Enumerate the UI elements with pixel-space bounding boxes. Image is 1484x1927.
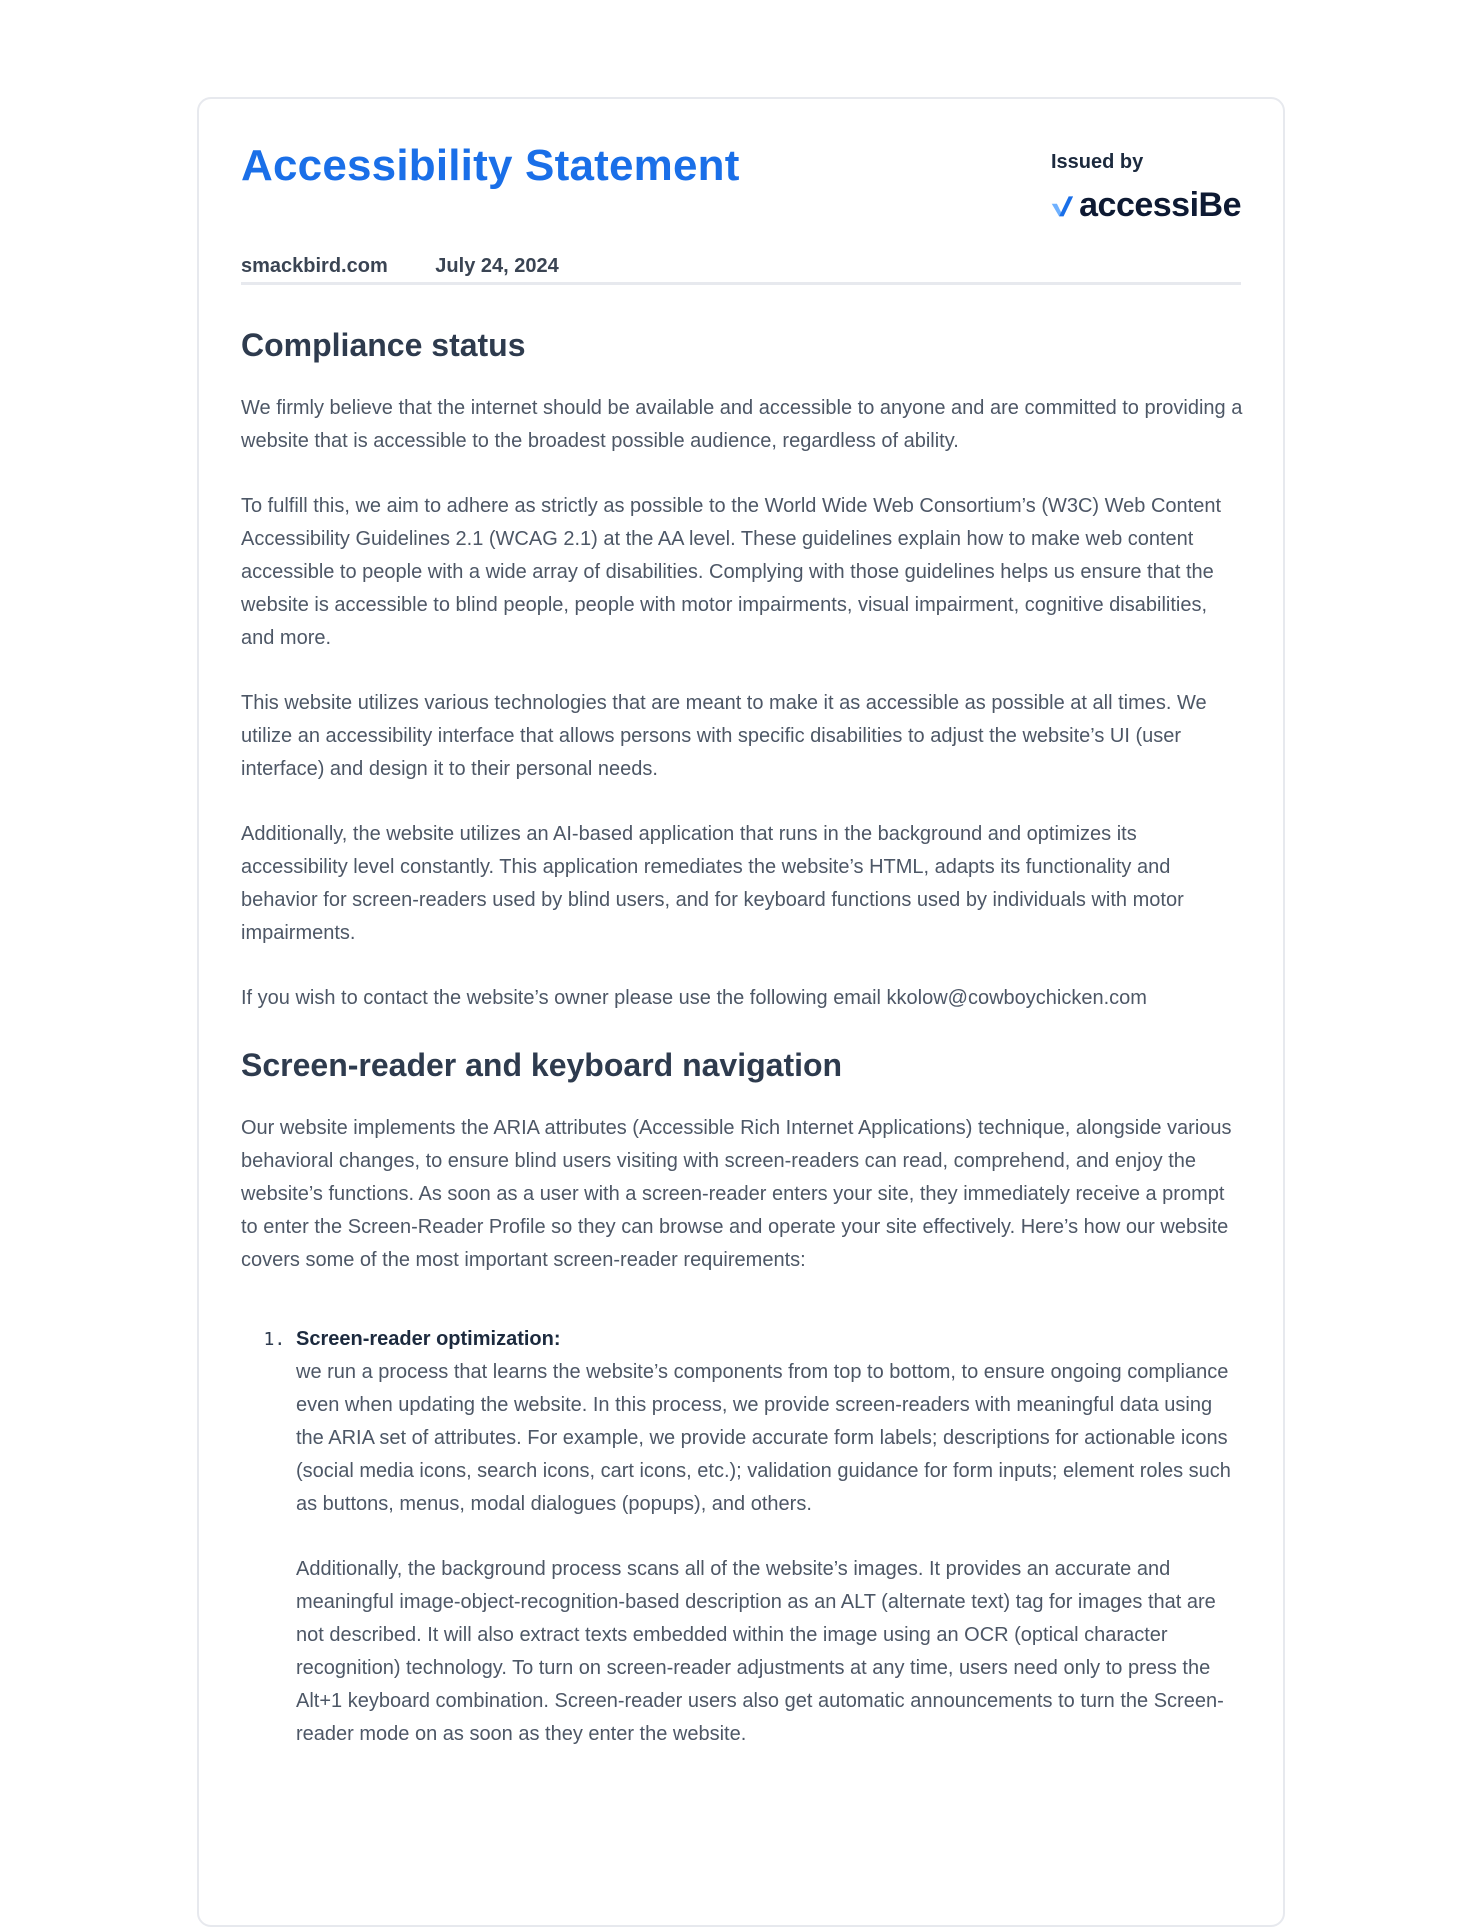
statement-header (241, 141, 1241, 281)
compliance-heading: Compliance status (241, 327, 526, 363)
brand-logo (1051, 186, 1241, 225)
compliance-paragraph: This website utilizes various technologies that are meant to make it as accessible as possible at all times. We utilize an accessibility interface that allows persons with specific disabilities to adjust the website’s UI (user interface) and design it to their personal needs. (241, 692, 1207, 780)
compliance-paragraph: We firmly believe that the internet should be available and accessible to anyone and are committed to providing a website that is accessible to the broadest possible audience, regardless of ability. (241, 397, 1243, 452)
screen-reader-heading: Screen-reader and keyboard navigation (241, 1047, 843, 1083)
page-title: Accessibility Statement (241, 141, 740, 190)
compliance-paragraph: Additionally, the website utilizes an AI-based application that runs in the background and optimizes its accessibility level constantly. This application remediates the website’s HTML, adapts its functionality and behavior for screen-readers used by blind users, and for keyboard functions used by individuals with motor impairments. (241, 823, 1184, 944)
brand-name: accessiBe (1079, 186, 1241, 224)
issued-by-label: Issued by (1051, 151, 1144, 173)
requirements-list (241, 1323, 1243, 1751)
statement-content (241, 327, 1243, 1783)
issued-by (1051, 151, 1241, 225)
list-item (296, 1323, 1243, 1751)
compliance-section (241, 327, 1243, 1015)
contact-paragraph: If you wish to contact the website’s owner please use the following email kkolow@cowboychicken.com (241, 987, 1147, 1009)
list-item-paragraph: Additionally, the background process scans all of the website’s images. It provides an accurate and meaningful image-object-recognition-based description as an ALT (alternate text) tag for images that are not described. It will also extract texts embedded within the image using an OCR (optical character recognition) technology. To turn on screen-reader adjustments at any time, users need only to press the Alt+1 keyboard combination. Screen-reader users also get automatic announcements to turn the Screen-reader mode on as soon as they enter the website. (296, 1558, 1224, 1745)
site-domain: smackbird.com (241, 255, 388, 277)
list-item-title: 1. Screen-reader optimization: (296, 1328, 561, 1350)
checkmark-icon (1051, 191, 1073, 221)
header-divider (241, 282, 1241, 285)
compliance-paragraph: To fulfill this, we aim to adhere as strictly as possible to the World Wide Web Consortium’s (W3C) Web Content Accessibility Guidelines 2.1 (WCAG 2.1) at the AA level. These guidelines explain how to make web content accessible to people with a wide array of disabilities. Complying with those guidelines helps us ensure that the website is accessible to blind people, people with motor impairments, visual impairment, cognitive disabilities, and more. (241, 495, 1222, 649)
screen-reader-section (241, 1047, 1243, 1751)
screen-reader-intro: Our website implements the ARIA attributes (Accessible Rich Internet Applications) technique, alongside various behavioral changes, to ensure blind users visiting with screen-readers can read, comprehend, and enjoy the website’s functions. As soon as a user with a screen-reader enters your site, they immediately receive a prompt to enter the Screen-Reader Profile so they can browse and operate your site effectively. Here’s how our website covers some of the most important screen-reader requirements: (241, 1117, 1232, 1271)
list-item-paragraph: we run a process that learns the website’s components from top to bottom, to ensure ongoing compliance even when updating the website. In this process, we provide screen-readers with meaningful data using the ARIA set of attributes. For example, we provide accurate form labels; descriptions for actionable icons (social media icons, search icons, cart icons, etc.); validation guidance for form inputs; element roles such as buttons, menus, modal dialogues (popups), and others. (296, 1361, 1231, 1515)
statement-meta (241, 255, 601, 278)
statement-card (197, 97, 1285, 1927)
issue-date: July 24, 2024 (435, 255, 559, 277)
